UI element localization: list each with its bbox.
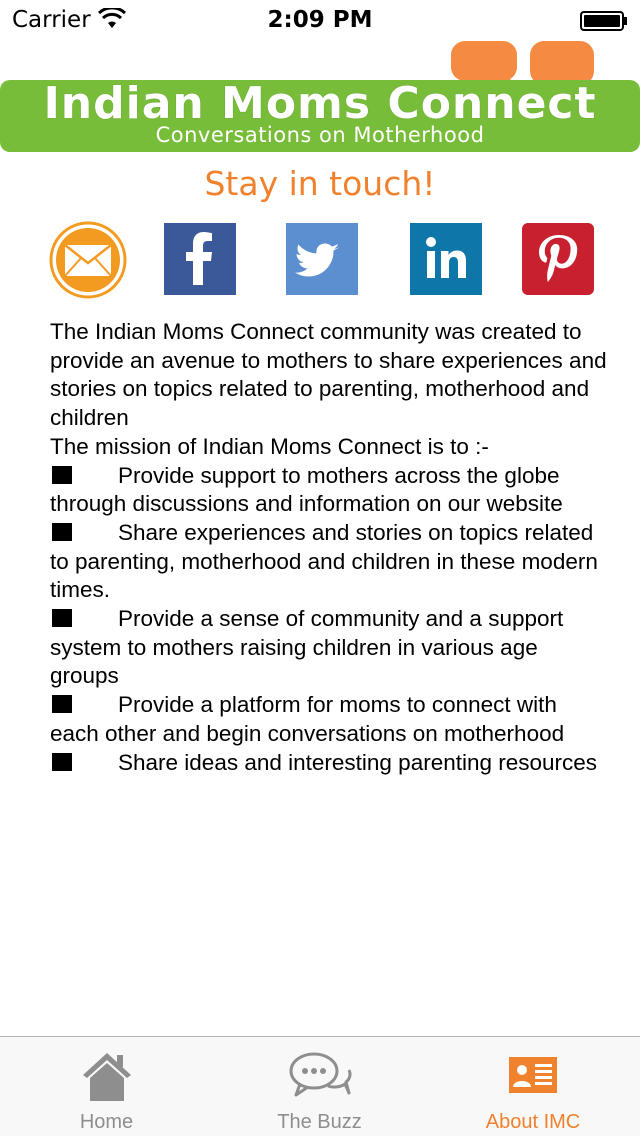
home-icon [81, 1051, 133, 1103]
linkedin-icon[interactable] [410, 223, 482, 295]
email-icon[interactable] [49, 221, 127, 299]
facebook-icon[interactable] [164, 223, 236, 295]
about-content [50, 318, 610, 777]
stay-in-touch-heading: Stay in touch! [204, 164, 436, 203]
bullet-square-icon [52, 753, 72, 771]
tab-home[interactable] [0, 1037, 213, 1136]
pinterest-icon[interactable] [522, 223, 594, 295]
tab-label: The Buzz [277, 1111, 362, 1133]
banner-title: Indian Moms Connect [43, 78, 597, 129]
tab-the-buzz[interactable] [213, 1037, 426, 1136]
bullet-square-icon [52, 466, 72, 484]
list-item-text: Share ideas and interesting parenting resources [118, 749, 598, 775]
list-item-text: Provide support to mothers across the globe through discussions and information on our website [50, 462, 563, 517]
bullet-square-icon [52, 523, 72, 541]
chat-bubbles-icon [288, 1051, 352, 1101]
clock: 2:09 PM [267, 7, 373, 33]
list-item-text: Provide a platform for moms to connect with each other and begin conversations on motherhood [50, 692, 565, 746]
tab-label: Home [79, 1111, 134, 1133]
twitter-icon[interactable] [286, 223, 358, 295]
bullet-square-icon [52, 609, 72, 627]
intro-paragraph: The Indian Moms Connect community was created to provide an avenue to mothers to share experiences and stories on topics related to parenting, motherhood and children [50, 319, 607, 431]
list-item [50, 462, 610, 519]
bullet-square-icon [52, 695, 72, 713]
list-item-text: Provide a sense of community and a support system to mothers raising children in various age groups [50, 606, 564, 689]
contact-card-icon [509, 1057, 557, 1097]
battery-icon [580, 11, 628, 31]
list-item [50, 605, 610, 691]
tab-label: About IMC [485, 1111, 581, 1133]
carrier-label: Carrier [12, 7, 91, 33]
list-item [50, 519, 610, 605]
list-item [50, 749, 610, 778]
tab-about-imc[interactable] [426, 1037, 640, 1136]
mission-statement: The mission of Indian Moms Connect is to :- [50, 433, 489, 459]
status-bar [0, 0, 640, 40]
list-item [50, 691, 610, 748]
list-item-text: Share experiences and stories on topics related to parenting, motherhood and children in these modern times. [50, 519, 598, 603]
banner-subtitle: Conversations on Motherhood [155, 123, 485, 147]
tab-bar [0, 1036, 640, 1136]
